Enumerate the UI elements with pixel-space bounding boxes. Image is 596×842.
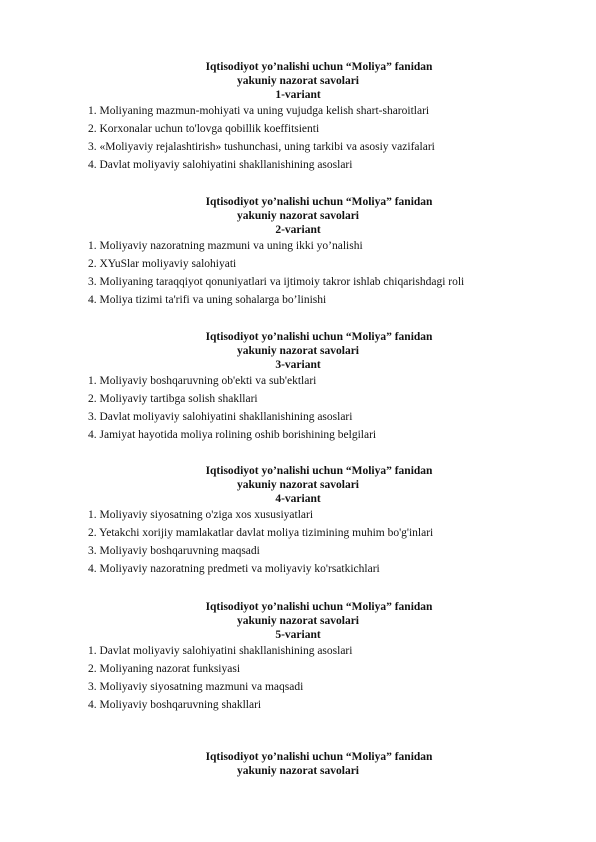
variant-label: 3-variant bbox=[275, 359, 321, 371]
section-title: Iqtisodiyot yo’nalishi uchun “Moliya” fanidan bbox=[205, 751, 433, 763]
question-item: 2. Moliyaning nazorat funksiyasi bbox=[88, 663, 241, 675]
section-title: Iqtisodiyot yo’nalishi uchun “Moliya” fanidan bbox=[205, 601, 433, 613]
variant-label: 1-variant bbox=[275, 89, 321, 101]
section-title: Iqtisodiyot yo’nalishi uchun “Moliya” fanidan bbox=[205, 196, 433, 208]
variant-label: 5-variant bbox=[275, 629, 321, 641]
question-item: 3. Moliyaviy boshqaruvning maqsadi bbox=[88, 545, 260, 557]
variant-block-3 bbox=[0, 330, 596, 444]
question-item: 4. Davlat moliyaviy salohiyatini shakllanishining asoslari bbox=[88, 159, 353, 171]
question-item: 2. Moliyaviy tartibga solish shakllari bbox=[88, 393, 258, 405]
section-title: Iqtisodiyot yo’nalishi uchun “Moliya” fanidan bbox=[205, 465, 433, 477]
question-item: 2. Korxonalar uchun to'lovga qobillik koeffitsienti bbox=[88, 123, 320, 135]
trailing-block bbox=[0, 750, 596, 778]
question-item: 4. Moliyaviy nazoratning predmeti va moliyaviy ko'rsatkichlari bbox=[88, 563, 380, 575]
variant-block-1 bbox=[0, 60, 596, 174]
section-subtitle: yakuniy nazorat savolari bbox=[236, 765, 360, 777]
section-title: Iqtisodiyot yo’nalishi uchun “Moliya” fanidan bbox=[205, 331, 433, 343]
question-item: 4. Jamiyat hayotida moliya rolining oshib borishining belgilari bbox=[88, 429, 377, 441]
question-item: 1. Moliyaviy nazoratning mazmuni va uning ikki yo’nalishi bbox=[88, 240, 363, 252]
section-subtitle: yakuniy nazorat savolari bbox=[236, 210, 360, 222]
question-item: 3. Davlat moliyaviy salohiyatini shakllanishining asoslari bbox=[88, 411, 353, 423]
question-item: 1. Moliyaning mazmun-mohiyati va uning vujudga kelish shart-sharoitlari bbox=[88, 105, 430, 117]
question-item: 1. Davlat moliyaviy salohiyatini shakllanishining asoslari bbox=[88, 645, 353, 657]
variant-block-5 bbox=[0, 600, 596, 714]
question-item: 1. Moliyaviy boshqaruvning ob'ekti va sub'ektlari bbox=[88, 375, 317, 387]
question-item: 4. Moliya tizimi ta'rifi va uning sohalarga bo’linishi bbox=[88, 294, 327, 306]
section-subtitle: yakuniy nazorat savolari bbox=[236, 345, 360, 357]
section-subtitle: yakuniy nazorat savolari bbox=[236, 479, 360, 491]
question-item: 3. Moliyaviy siyosatning mazmuni va maqsadi bbox=[88, 681, 304, 693]
variant-label: 4-variant bbox=[275, 493, 321, 505]
section-subtitle: yakuniy nazorat savolari bbox=[236, 615, 360, 627]
variant-block-4 bbox=[0, 464, 596, 578]
question-item: 3. «Moliyaviy rejalashtirish» tushunchasi, uning tarkibi va asosiy vazifalari bbox=[88, 141, 435, 153]
question-item: 2. XYuSlar moliyaviy salohiyati bbox=[88, 258, 237, 270]
question-item: 3. Moliyaning taraqqiyot qonuniyatlari va ijtimoiy takror ishlab chiqarishdagi roli bbox=[88, 276, 465, 288]
variant-label: 2-variant bbox=[275, 224, 321, 236]
question-item: 1. Moliyaviy siyosatning o'ziga xos xususiyatlari bbox=[88, 509, 314, 521]
question-item: 4. Moliyaviy boshqaruvning shakllari bbox=[88, 699, 262, 711]
variant-block-2 bbox=[0, 195, 596, 309]
section-title: Iqtisodiyot yo’nalishi uchun “Moliya” fanidan bbox=[205, 61, 433, 73]
question-item: 2. Yetakchi xorijiy mamlakatlar davlat moliya tizimining muhim bo'g'inlari bbox=[88, 527, 434, 539]
section-subtitle: yakuniy nazorat savolari bbox=[236, 75, 360, 87]
